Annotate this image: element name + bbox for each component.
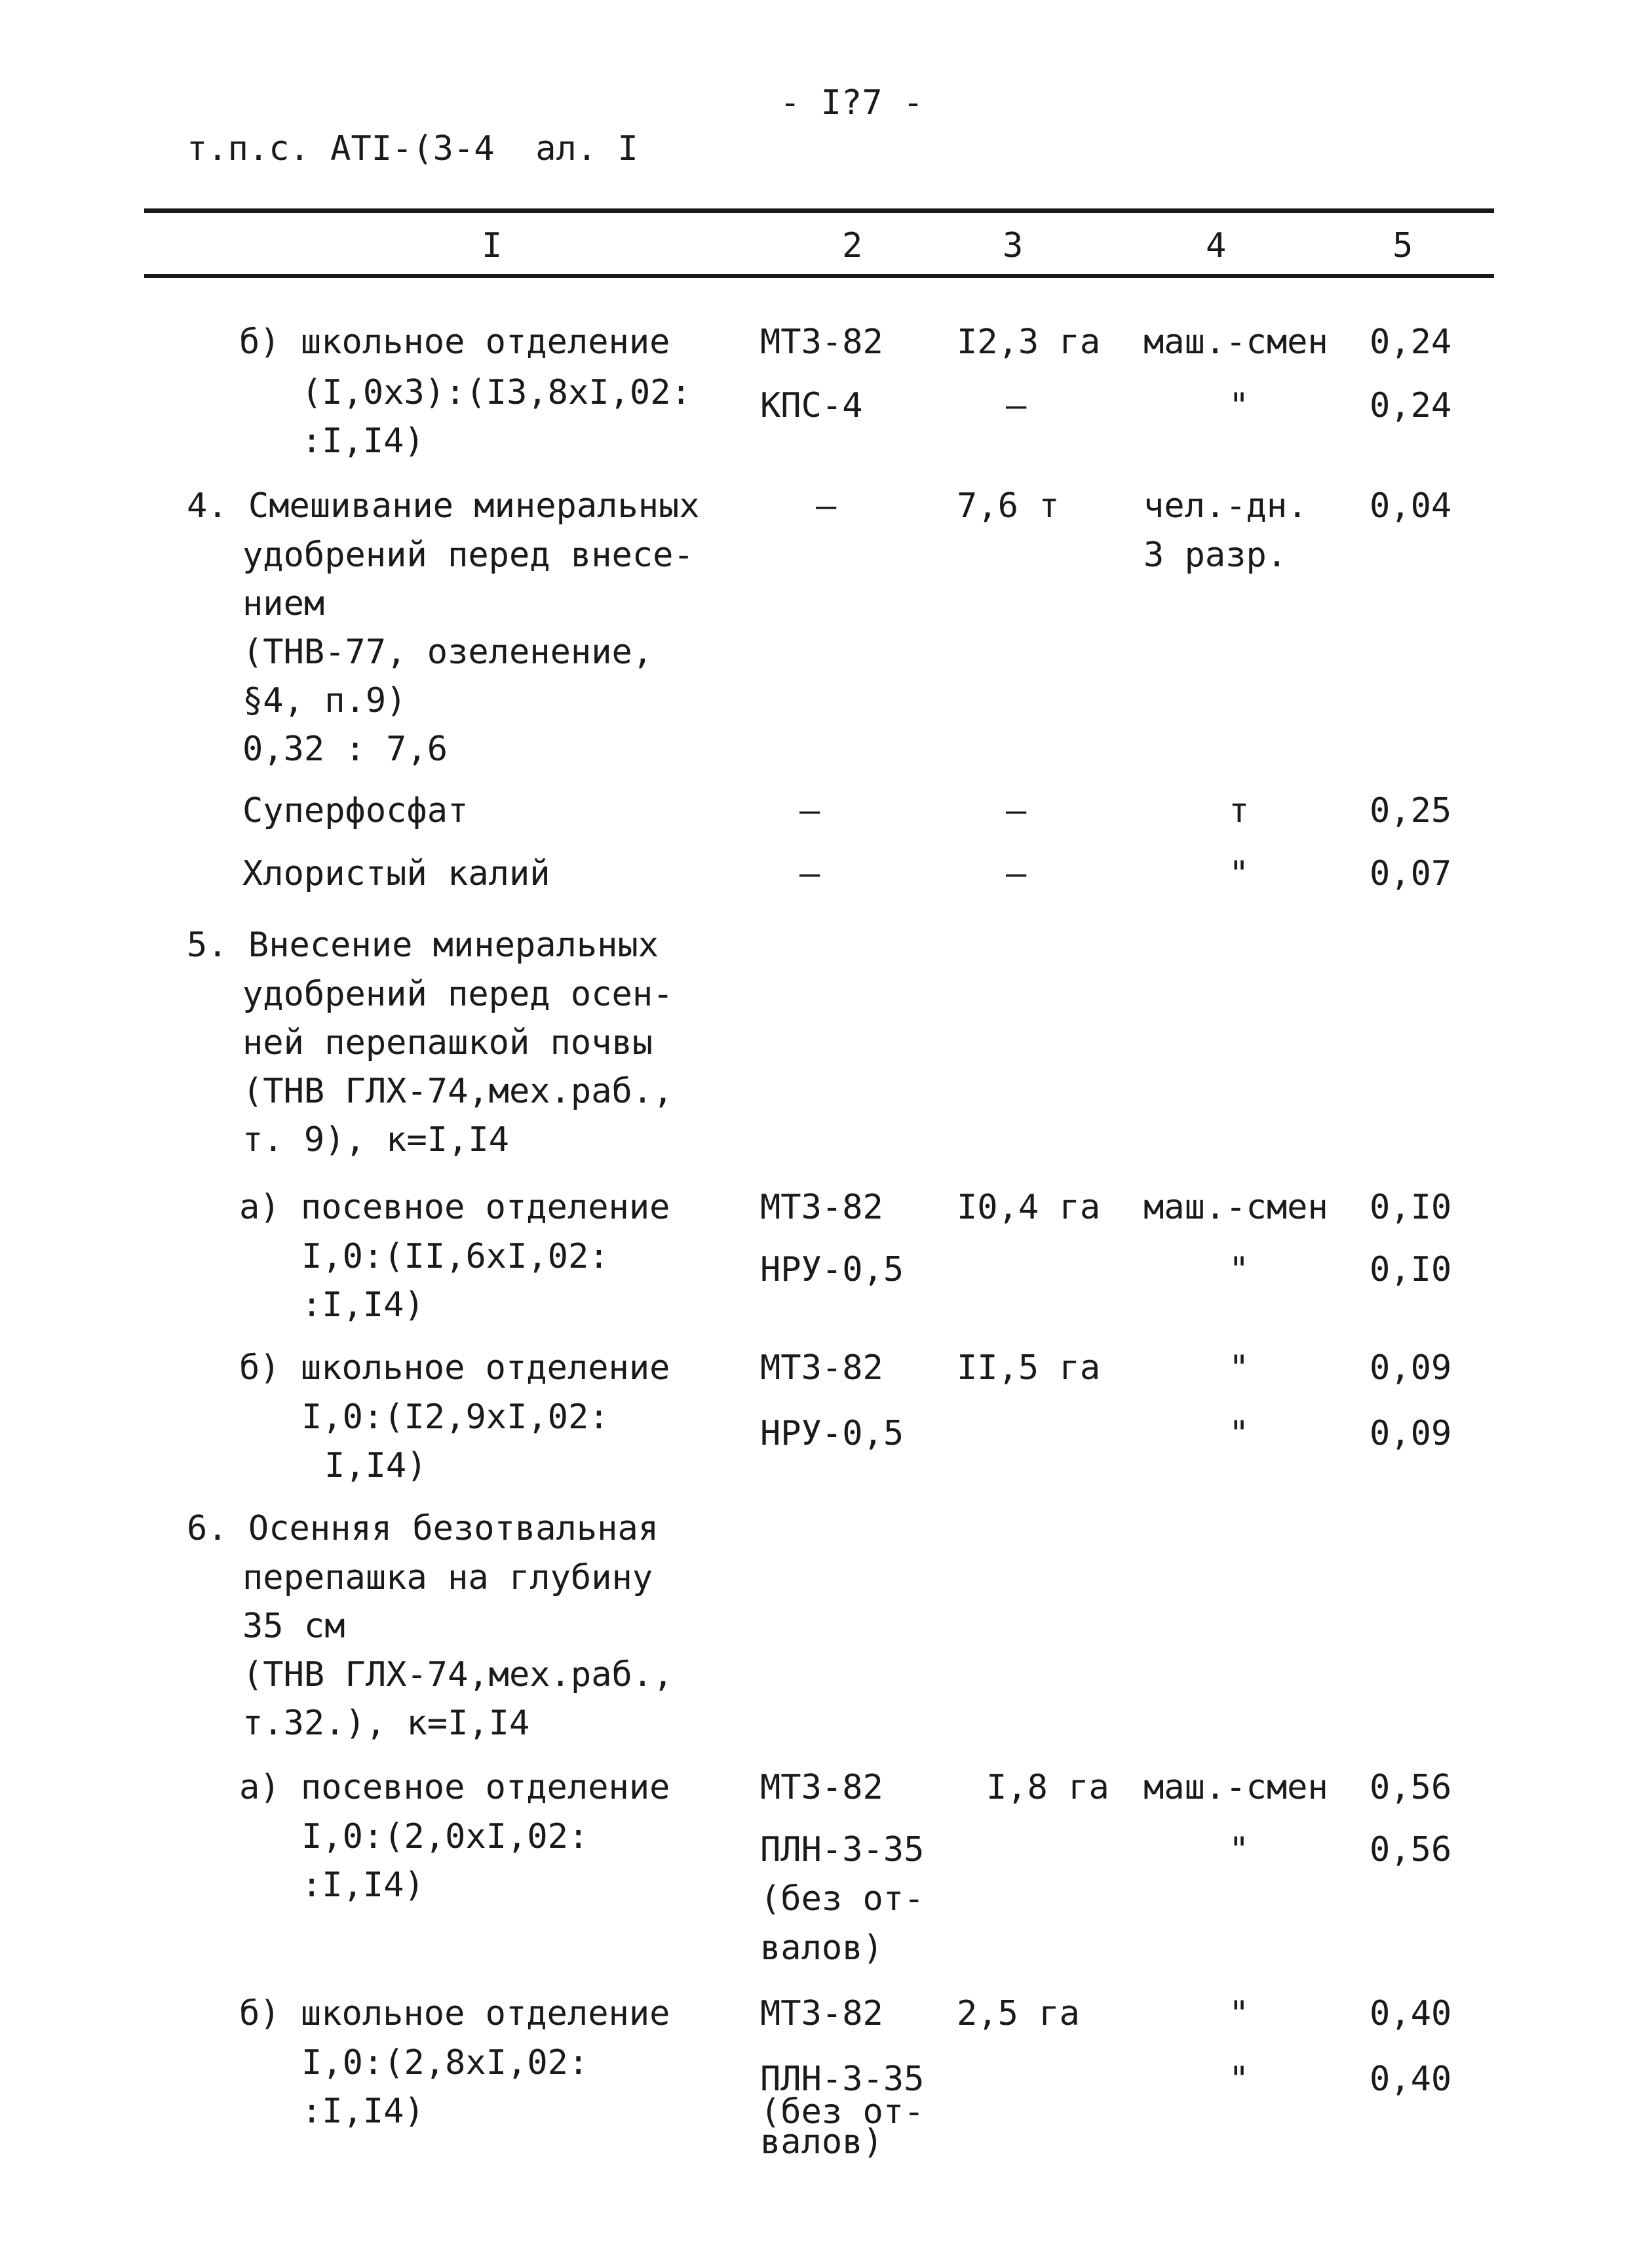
row-label: б) школьное отделение: [239, 1348, 670, 1388]
cell-unit: ": [1229, 1994, 1250, 2033]
cell-machine: МТЗ-82: [760, 1768, 883, 1807]
row-title-line: (ТНВ ГЛХ-74,мех.раб.,: [242, 1072, 674, 1111]
cell-machine: –: [799, 791, 820, 831]
cell-unit: 3 разр.: [1143, 536, 1288, 575]
cell-machine: ПЛН-3-35: [760, 2060, 925, 2099]
row-title-line: ней перепашкой почвы: [242, 1023, 653, 1063]
row-title-line: 35 см: [242, 1607, 345, 1646]
cell-value: 0,56: [1370, 1768, 1452, 1807]
cell-machine: валов): [760, 1928, 883, 1968]
cell-volume: 7,6 т: [957, 486, 1060, 526]
cell-unit: маш.-смен: [1143, 1188, 1328, 1227]
cell-machine: НРУ-0,5: [760, 1250, 904, 1289]
cell-unit: ": [1229, 386, 1250, 425]
row-label: б) школьное отделение: [239, 1994, 670, 2033]
cell-volume: I0,4 га: [957, 1188, 1101, 1227]
cell-unit: маш.-смен: [1143, 323, 1328, 362]
cell-machine: НРУ-0,5: [760, 1414, 904, 1453]
table-top-rule: [144, 208, 1494, 213]
cell-machine: ПЛН-3-35: [760, 1830, 925, 1869]
cell-volume: I2,3 га: [957, 323, 1101, 362]
row-formula: I,I4): [324, 1446, 427, 1485]
cell-value: 0,56: [1370, 1830, 1452, 1869]
row-formula: I,0:(I2,9xI,02:: [301, 1398, 609, 1437]
cell-unit: ": [1229, 1250, 1250, 1289]
cell-unit: ": [1229, 1414, 1250, 1453]
row-formula: I,0:(2,8xI,02:: [301, 2043, 589, 2082]
table-header-rule: [144, 274, 1494, 278]
row-formula: I,0:(2,0xI,02:: [301, 1817, 589, 1856]
row-title-line: т. 9), к=I,I4: [242, 1120, 509, 1160]
cell-volume: –: [1006, 386, 1027, 425]
row-title-line: удобрений перед осен-: [242, 975, 674, 1014]
column-header-5: 5: [1393, 226, 1413, 265]
row-formula: :I,I4): [301, 1285, 425, 1325]
cell-unit: ": [1229, 1830, 1250, 1869]
row-label: а) посевное отделение: [239, 1768, 670, 1807]
cell-value: 0,I0: [1370, 1188, 1452, 1227]
cell-machine: валов): [760, 2122, 883, 2162]
row-title: 4. Смешивание минеральных: [187, 486, 700, 526]
column-header-4: 4: [1206, 226, 1227, 265]
row-title: 6. Осенняя безотвальная: [187, 1509, 659, 1548]
cell-unit: ": [1229, 1348, 1250, 1388]
cell-machine: –: [816, 486, 837, 526]
row-title-line: (ТНВ ГЛХ-74,мех.раб.,: [242, 1655, 674, 1694]
row-formula: I,0:(II,6xI,02:: [301, 1237, 609, 1276]
cell-value: 0,04: [1370, 486, 1452, 526]
cell-unit: ": [1229, 854, 1250, 893]
cell-volume: –: [1006, 854, 1027, 893]
row-title: 5. Внесение минеральных: [187, 926, 659, 965]
cell-unit: т: [1229, 791, 1250, 831]
row-label: Суперфосфат: [242, 791, 469, 831]
cell-machine: КПС-4: [760, 386, 863, 425]
column-header-1: I: [482, 226, 503, 265]
row-title-line: §4, п.9): [242, 681, 407, 720]
row-title-line: перепашка на глубину: [242, 1558, 653, 1597]
document-reference: т.п.с. АТI-(3-4 ал. I: [187, 129, 638, 168]
row-formula: :I,I4): [301, 421, 425, 461]
cell-unit: чел.-дн.: [1143, 486, 1308, 526]
row-title-line: нием: [242, 584, 325, 623]
row-label: Хлористый калий: [242, 854, 550, 893]
cell-value: 0,09: [1370, 1348, 1452, 1388]
cell-unit: ": [1229, 2060, 1250, 2099]
row-title-line: 0,32 : 7,6: [242, 730, 448, 769]
cell-machine: МТЗ-82: [760, 323, 883, 362]
cell-volume: II,5 га: [957, 1348, 1101, 1388]
cell-value: 0,24: [1370, 323, 1452, 362]
cell-volume: I,8 га: [986, 1768, 1109, 1807]
cell-machine: (без от-: [760, 1879, 925, 1919]
cell-machine: МТЗ-82: [760, 1348, 883, 1388]
row-formula: :I,I4): [301, 1866, 425, 1905]
column-header-2: 2: [842, 226, 863, 265]
cell-unit: маш.-смен: [1143, 1768, 1328, 1807]
cell-volume: 2,5 га: [957, 1994, 1080, 2033]
row-label: б) школьное отделение: [239, 323, 670, 362]
cell-value: 0,40: [1370, 2060, 1452, 2099]
cell-machine: –: [799, 854, 820, 893]
row-title-line: удобрений перед внесе-: [242, 536, 694, 575]
cell-value: 0,07: [1370, 854, 1452, 893]
cell-value: 0,24: [1370, 386, 1452, 425]
cell-value: 0,25: [1370, 791, 1452, 831]
cell-machine: (без от-: [760, 2092, 925, 2132]
cell-value: 0,40: [1370, 1994, 1452, 2033]
cell-value: 0,I0: [1370, 1250, 1452, 1289]
row-title-line: т.32.), к=I,I4: [242, 1704, 530, 1743]
cell-machine: МТЗ-82: [760, 1994, 883, 2033]
cell-volume: –: [1006, 791, 1027, 831]
row-label: а) посевное отделение: [239, 1188, 670, 1227]
page-number: - I?7 -: [780, 83, 924, 123]
cell-machine: МТЗ-82: [760, 1188, 883, 1227]
column-header-3: 3: [1003, 226, 1024, 265]
cell-value: 0,09: [1370, 1414, 1452, 1453]
row-formula: (I,0x3):(I3,8xI,02:: [301, 373, 691, 412]
row-formula: :I,I4): [301, 2092, 425, 2131]
row-title-line: (ТНВ-77, озеленение,: [242, 633, 653, 672]
